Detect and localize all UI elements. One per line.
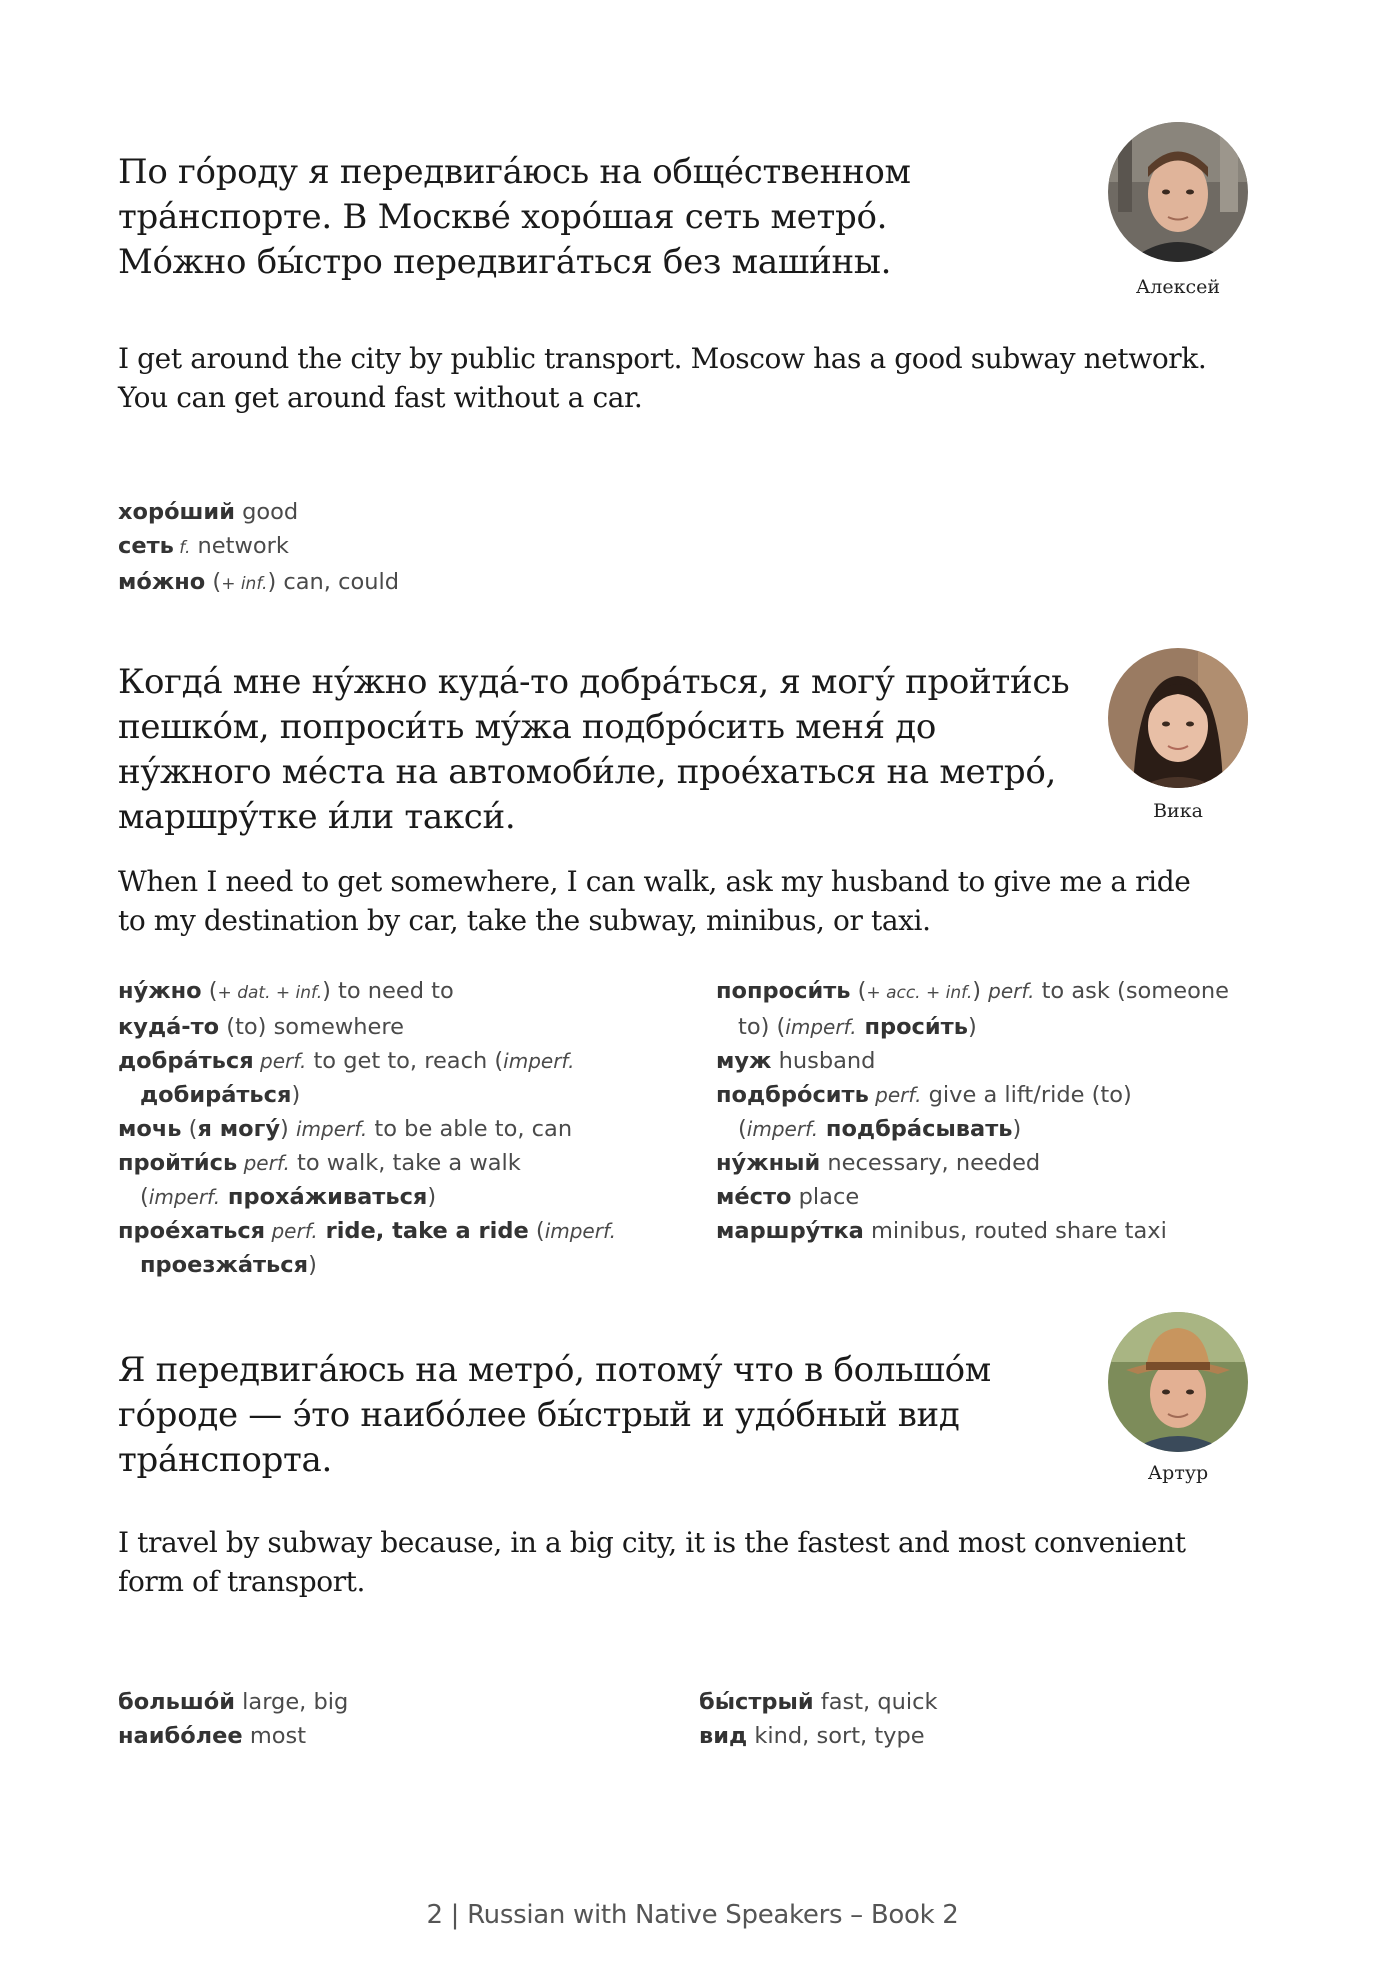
vocab-entry: добра́ться perf. to get to, reach (imperf.: [118, 1048, 575, 1074]
english-line: I get around the city by public transport. Moscow has a good subway network.: [118, 342, 1207, 375]
speaker-name: Вика: [1153, 800, 1203, 822]
vocab-entry-cont: добира́ться): [140, 1082, 301, 1108]
section-aleksey: [118, 150, 1268, 601]
vocab-entry: муж husband: [716, 1048, 876, 1074]
russian-line: маршру́тке и́ли такси́.: [118, 797, 516, 837]
vocab-list: [118, 495, 1268, 601]
english-line: form of transport.: [118, 1565, 366, 1598]
vocab-entry: подбро́сить perf. give a lift/ride (to): [716, 1082, 1132, 1108]
russian-line: Мо́жно бы́стро передвига́ться без маши́ны.: [118, 242, 892, 282]
english-line: to my destination by car, take the subway, minibus, or taxi.: [118, 904, 931, 937]
russian-line: го́роде — э́то наибо́лее бы́стрый и удо́бный вид: [118, 1395, 960, 1435]
russian-line: тра́нспорта.: [118, 1440, 333, 1480]
russian-line: Я передвига́юсь на метро́, потому́ что в большо́м: [118, 1350, 991, 1390]
speaker-name: Артур: [1147, 1462, 1209, 1484]
english-line: I travel by subway because, in a big city, it is the fastest and most convenient: [118, 1526, 1186, 1559]
russian-line: По го́роду я передвига́юсь на обще́ственном: [118, 152, 911, 192]
vocab-entry: сеть f. network: [118, 533, 289, 559]
vocab-column-left: [118, 974, 718, 1282]
vocab-entry: мо́жно (+ inf.) can, could: [118, 569, 400, 595]
speaker-name: Алексей: [1135, 276, 1221, 298]
english-line: You can get around fast without a car.: [118, 381, 643, 414]
vocab-entry: хоро́ший good: [118, 499, 299, 525]
english-translation: [118, 339, 1238, 417]
vocab-entry: маршру́тка minibus, routed share taxi: [716, 1218, 1167, 1244]
russian-text: [118, 660, 1118, 840]
vocab-entry-cont: проезжа́ться): [140, 1252, 317, 1278]
english-translation: [118, 1523, 1238, 1601]
vocab-entry-cont: (imperf. подбра́сывать): [738, 1116, 1022, 1142]
section-artur: [118, 1348, 1268, 1765]
english-line: When I need to get somewhere, I can walk, ask my husband to give me a ride: [118, 865, 1191, 898]
vocab-entry: прое́хаться perf. ride, take a ride (imperf.: [118, 1218, 616, 1244]
vocab-columns: [118, 1685, 1268, 1765]
russian-line: ну́жного ме́ста на автомоби́ле, прое́хаться на метро́,: [118, 752, 1057, 792]
vocab-columns: [118, 974, 1268, 1278]
russian-text: [118, 1348, 1018, 1483]
english-translation: [118, 862, 1238, 940]
vocab-entry-cont: to) (imperf. проси́ть): [738, 1014, 977, 1040]
vocab-entry: куда́-то (to) somewhere: [118, 1014, 404, 1040]
avatar-vika: [1108, 648, 1248, 788]
vocab-entry: ну́жно (+ dat. + inf.) to need to: [118, 978, 454, 1004]
vocab-entry: попроси́ть (+ acc. + inf.) perf. to ask (someone: [716, 978, 1229, 1004]
russian-line: пешко́м, попроси́ть му́жа подбро́сить меня́ до: [118, 707, 937, 747]
vocab-entry: мочь (я могу́) imperf. to be able to, can: [118, 1116, 573, 1142]
russian-line: Когда́ мне ну́жно куда́-то добра́ться, я могу́ пройти́сь: [118, 662, 1070, 702]
section-vika: [118, 660, 1268, 1278]
vocab-entry: бы́стрый fast, quick: [699, 1689, 938, 1715]
vocab-entry: пройти́сь perf. to walk, take a walk: [118, 1150, 521, 1176]
vocab-entry: большо́й large, big: [118, 1689, 349, 1715]
russian-text: [118, 150, 1018, 285]
russian-line: тра́нспорте. В Москве́ хоро́шая сеть метро́.: [118, 197, 888, 237]
vocab-column-left: [118, 1685, 678, 1753]
avatar-artur: [1108, 1312, 1248, 1452]
vocab-entry-cont: (imperf. проха́живаться): [140, 1184, 437, 1210]
vocab-column-right: [699, 1685, 1259, 1753]
page-footer: 2 | Russian with Native Speakers – Book 2: [426, 1900, 959, 1930]
vocab-entry: ну́жный necessary, needed: [716, 1150, 1041, 1176]
vocab-column-right: [716, 974, 1276, 1248]
avatar-aleksey: [1108, 122, 1248, 262]
vocab-entry: наибо́лее most: [118, 1723, 307, 1749]
vocab-entry: ме́сто place: [716, 1184, 860, 1210]
vocab-entry: вид kind, sort, type: [699, 1723, 925, 1749]
